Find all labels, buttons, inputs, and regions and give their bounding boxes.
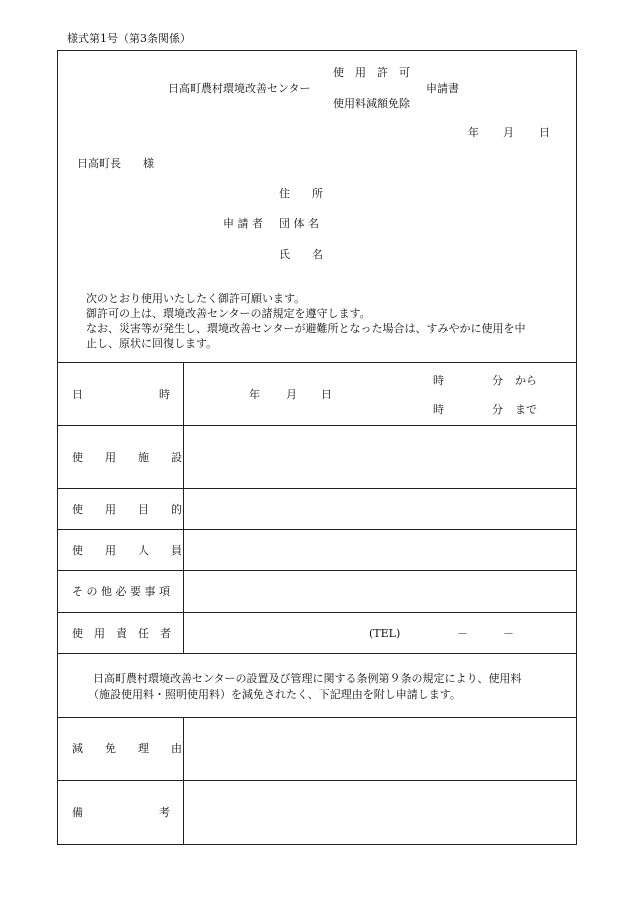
exemption-line-1: 日高町農村環境改善センターの設置及び管理に関する条例第９条の規定により、使用料 xyxy=(93,672,522,685)
people-label: 使 用 人 員 xyxy=(72,544,182,557)
form-number: 様式第1号（第3条関係） xyxy=(67,32,191,45)
purpose-label: 使 用 目 的 xyxy=(72,503,182,516)
facility-label: 使 用 施 設 xyxy=(72,451,182,464)
intro-line-4: 止し、原状に回復します。 xyxy=(86,337,218,350)
divider xyxy=(58,653,576,654)
date-day-label: 日 xyxy=(539,126,550,139)
exemption-line-2: （施設使用料・照明使用料）を減免されたく、下記理由を附し申請します。 xyxy=(88,688,461,701)
date-month-label: 月 xyxy=(503,126,514,139)
intro-line-2: 御許可の上は、環境改善センターの諸規定を遵守します。 xyxy=(86,307,371,320)
form-title-suffix: 申請書 xyxy=(426,82,459,95)
divider xyxy=(58,612,576,613)
datetime-from-hour: 時 xyxy=(433,374,444,387)
addressee: 日高町長 様 xyxy=(77,157,154,170)
address-label: 住 所 xyxy=(279,187,323,200)
intro-line-3: なお、災害等が発生し、環境改善センターが避難所となった場合は、すみやかに使用を中 xyxy=(86,322,526,335)
form-title-facility: 日高町農村環境改善センター xyxy=(168,82,311,95)
column-divider xyxy=(183,362,184,653)
divider xyxy=(58,529,576,530)
applicant-label: 申 請 者 xyxy=(223,217,263,230)
divider xyxy=(58,780,576,781)
tel-dash-2: － xyxy=(503,627,514,640)
datetime-from: から xyxy=(515,374,537,387)
remarks-label-a: 備 xyxy=(72,806,83,819)
datetime-label-b: 時 xyxy=(159,388,170,401)
divider xyxy=(58,488,576,489)
form-title-option-exemption: 使用料減額免除 xyxy=(333,97,410,110)
datetime-to-min: 分 xyxy=(492,403,503,416)
group-name-label: 団 体 名 xyxy=(279,217,319,230)
name-label: 氏 名 xyxy=(279,248,323,261)
datetime-day: 日 xyxy=(321,388,332,401)
remarks-label-b: 考 xyxy=(159,806,170,819)
intro-line-1: 次のとおり使用いたしたく御許可願います。 xyxy=(86,292,306,305)
datetime-year: 年 xyxy=(249,388,260,401)
datetime-to: まで xyxy=(515,403,537,416)
datetime-from-min: 分 xyxy=(492,374,503,387)
date-year-label: 年 xyxy=(468,126,479,139)
application-form xyxy=(57,50,577,845)
datetime-month: 月 xyxy=(286,388,297,401)
other-label: そ の 他 必 要 事 項 xyxy=(72,585,170,598)
divider xyxy=(58,362,576,363)
divider xyxy=(58,570,576,571)
divider xyxy=(58,717,576,718)
form-title-option-permit: 使 用 許 可 xyxy=(333,66,410,79)
exemption-reason-label: 減 免 理 由 xyxy=(72,742,182,755)
tel-label: (TEL) xyxy=(369,627,401,640)
datetime-label-a: 日 xyxy=(72,388,83,401)
column-divider xyxy=(183,717,184,845)
datetime-to-hour: 時 xyxy=(433,403,444,416)
tel-dash-1: － xyxy=(457,627,468,640)
manager-label: 使 用 責 任 者 xyxy=(72,627,171,640)
divider xyxy=(58,425,576,426)
